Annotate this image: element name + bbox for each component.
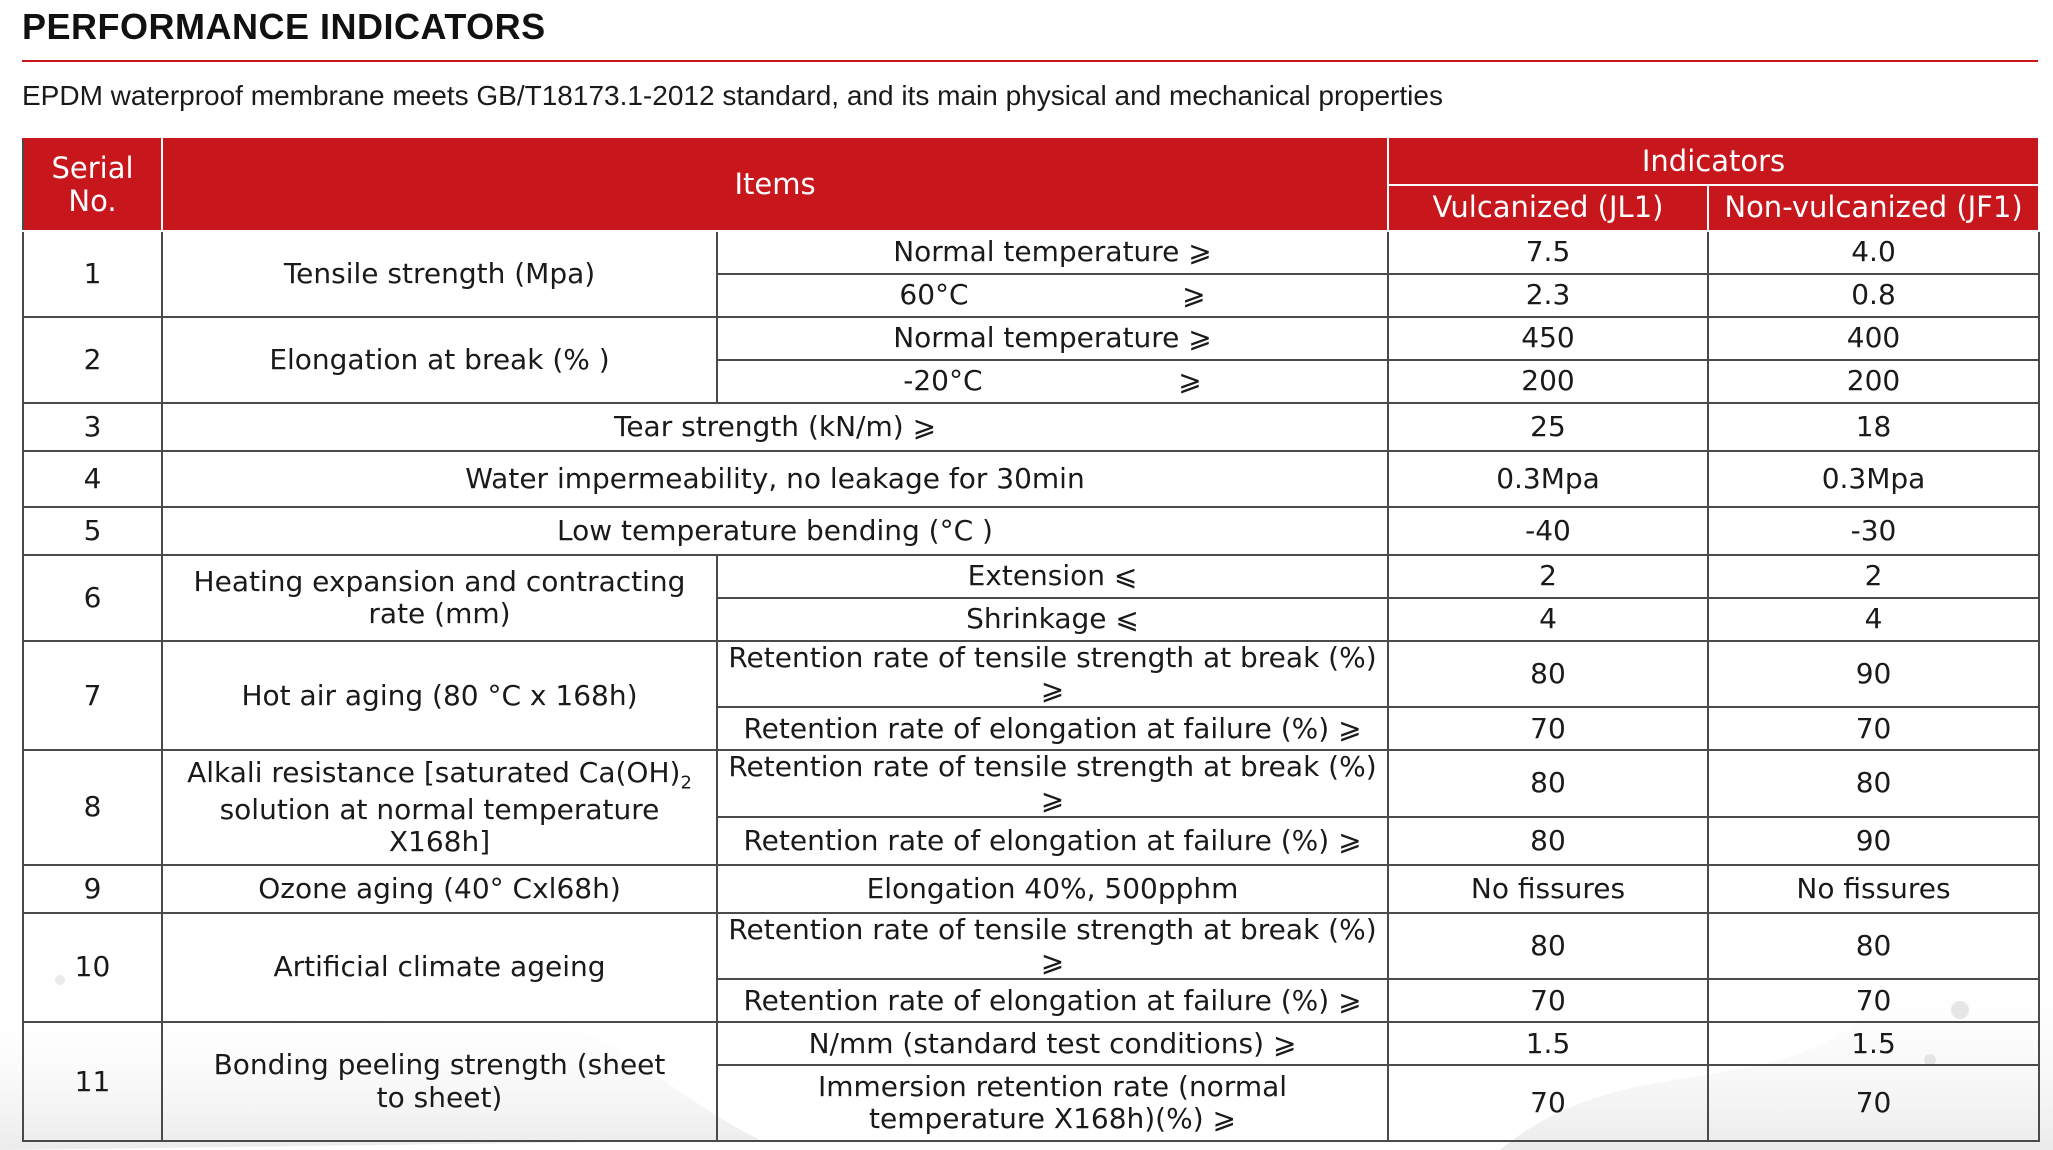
- jl1-value: 0.3Mpa: [1388, 451, 1708, 507]
- table-row: [23, 507, 2039, 555]
- condition-cell: Retention rate of elongation at failure (%) ⩾: [717, 979, 1388, 1022]
- jl1-value: 200: [1388, 360, 1708, 403]
- page-title: PERFORMANCE INDICATORS: [22, 6, 546, 47]
- table-row: [23, 913, 2039, 979]
- item-cell: Low temperature bending (°C ): [162, 507, 1388, 555]
- condition-cell: Retention rate of elongation at failure (%) ⩾: [717, 707, 1388, 750]
- item-cell: Tear strength (kN/m) ⩾: [162, 403, 1388, 451]
- item-subscript: 2: [680, 772, 692, 794]
- table-row: [23, 1022, 2039, 1065]
- item-cell: Heating expansion and contracting rate (mm): [162, 555, 717, 641]
- jl1-value: 80: [1388, 817, 1708, 865]
- jf1-value: 0.8: [1708, 274, 2039, 317]
- header-non-vulcanized: Non-vulcanized (JF1): [1708, 185, 2039, 231]
- jl1-value: 1.5: [1388, 1022, 1708, 1065]
- table-row: [23, 403, 2039, 451]
- jl1-value: 80: [1388, 913, 1708, 979]
- serial-cell: 4: [23, 451, 162, 507]
- header-vulcanized: Vulcanized (JL1): [1388, 185, 1708, 231]
- condition-cell: Retention rate of tensile strength at break (%) ⩾: [717, 750, 1388, 816]
- jl1-value: -40: [1388, 507, 1708, 555]
- item-cell: Elongation at break (% ): [162, 317, 717, 403]
- condition-cell: Retention rate of elongation at failure (%) ⩾: [717, 817, 1388, 865]
- condition-cell: Elongation 40%, 500pphm: [717, 865, 1388, 913]
- jf1-value: -30: [1708, 507, 2039, 555]
- serial-cell: 5: [23, 507, 162, 555]
- jl1-value: 80: [1388, 750, 1708, 816]
- item-cell: [162, 750, 717, 864]
- jf1-value: 1.5: [1708, 1022, 2039, 1065]
- header-serial-no: Serial No.: [23, 139, 162, 231]
- jf1-value: 2: [1708, 555, 2039, 598]
- jf1-value: 4.0: [1708, 231, 2039, 274]
- jl1-value: 4: [1388, 598, 1708, 641]
- jl1-value: 70: [1388, 1065, 1708, 1141]
- serial-cell: 3: [23, 403, 162, 451]
- item-cell: Hot air aging (80 °C x 168h): [162, 641, 717, 750]
- table-row: [23, 231, 2039, 274]
- serial-cell: 1: [23, 231, 162, 317]
- jl1-value: 2.3: [1388, 274, 1708, 317]
- item-cell: Water impermeability, no leakage for 30min: [162, 451, 1388, 507]
- condition-cell: Extension ⩽: [717, 555, 1388, 598]
- jf1-value: 90: [1708, 817, 2039, 865]
- jf1-value: 90: [1708, 641, 2039, 707]
- serial-cell: 2: [23, 317, 162, 403]
- table-row: [23, 555, 2039, 598]
- jl1-value: 25: [1388, 403, 1708, 451]
- jl1-value: 2: [1388, 555, 1708, 598]
- item-cell: Bonding peeling strength (sheet to sheet): [162, 1022, 717, 1141]
- serial-cell: 8: [23, 750, 162, 864]
- jf1-value: 200: [1708, 360, 2039, 403]
- serial-cell: 7: [23, 641, 162, 750]
- item-cell: Ozone aging (40° Cxl68h): [162, 865, 717, 913]
- jf1-value: 80: [1708, 750, 2039, 816]
- item-cell: Artificial climate ageing: [162, 913, 717, 1022]
- condition-cell: 60°C ⩾: [717, 274, 1388, 317]
- condition-cell: Normal temperature ⩾: [717, 317, 1388, 360]
- condition-cell: Normal temperature ⩾: [717, 231, 1388, 274]
- condition-cell: N/mm (standard test conditions) ⩾: [717, 1022, 1388, 1065]
- jf1-value: 4: [1708, 598, 2039, 641]
- jf1-value: No fissures: [1708, 865, 2039, 913]
- serial-cell: 9: [23, 865, 162, 913]
- header-items: Items: [162, 139, 1388, 231]
- table-row: [23, 750, 2039, 816]
- jl1-value: 70: [1388, 707, 1708, 750]
- jf1-value: 400: [1708, 317, 2039, 360]
- jf1-value: 80: [1708, 913, 2039, 979]
- condition-cell: -20°C ⩾: [717, 360, 1388, 403]
- condition-cell: Shrinkage ⩽: [717, 598, 1388, 641]
- jl1-value: 7.5: [1388, 231, 1708, 274]
- jl1-value: 70: [1388, 979, 1708, 1022]
- performance-table: [22, 138, 2040, 1142]
- jl1-value: No fissures: [1388, 865, 1708, 913]
- table-row: [23, 317, 2039, 360]
- jf1-value: 70: [1708, 1065, 2039, 1141]
- jl1-value: 80: [1388, 641, 1708, 707]
- table-row: [23, 865, 2039, 913]
- table-row: [23, 451, 2039, 507]
- jl1-value: 450: [1388, 317, 1708, 360]
- item-text: Alkali resistance [saturated Ca(OH): [187, 755, 681, 789]
- jf1-value: 18: [1708, 403, 2039, 451]
- serial-cell: 10: [23, 913, 162, 1022]
- condition-cell: Immersion retention rate (normal temperature X168h)(%) ⩾: [717, 1065, 1388, 1141]
- condition-cell: Retention rate of tensile strength at break (%) ⩾: [717, 913, 1388, 979]
- item-text-continued: solution at normal temperature X168h]: [219, 793, 660, 859]
- serial-cell: 6: [23, 555, 162, 641]
- jf1-value: 0.3Mpa: [1708, 451, 2039, 507]
- jf1-value: 70: [1708, 979, 2039, 1022]
- serial-cell: 11: [23, 1022, 162, 1141]
- title-divider: [22, 60, 2038, 62]
- table-row: [23, 641, 2039, 707]
- item-cell: Tensile strength (Mpa): [162, 231, 717, 317]
- jf1-value: 70: [1708, 707, 2039, 750]
- condition-cell: Retention rate of tensile strength at break (%) ⩾: [717, 641, 1388, 707]
- header-indicators: Indicators: [1388, 139, 2039, 185]
- intro-text: EPDM waterproof membrane meets GB/T18173.1-2012 standard, and its main physical and mechanical properties: [22, 80, 1443, 111]
